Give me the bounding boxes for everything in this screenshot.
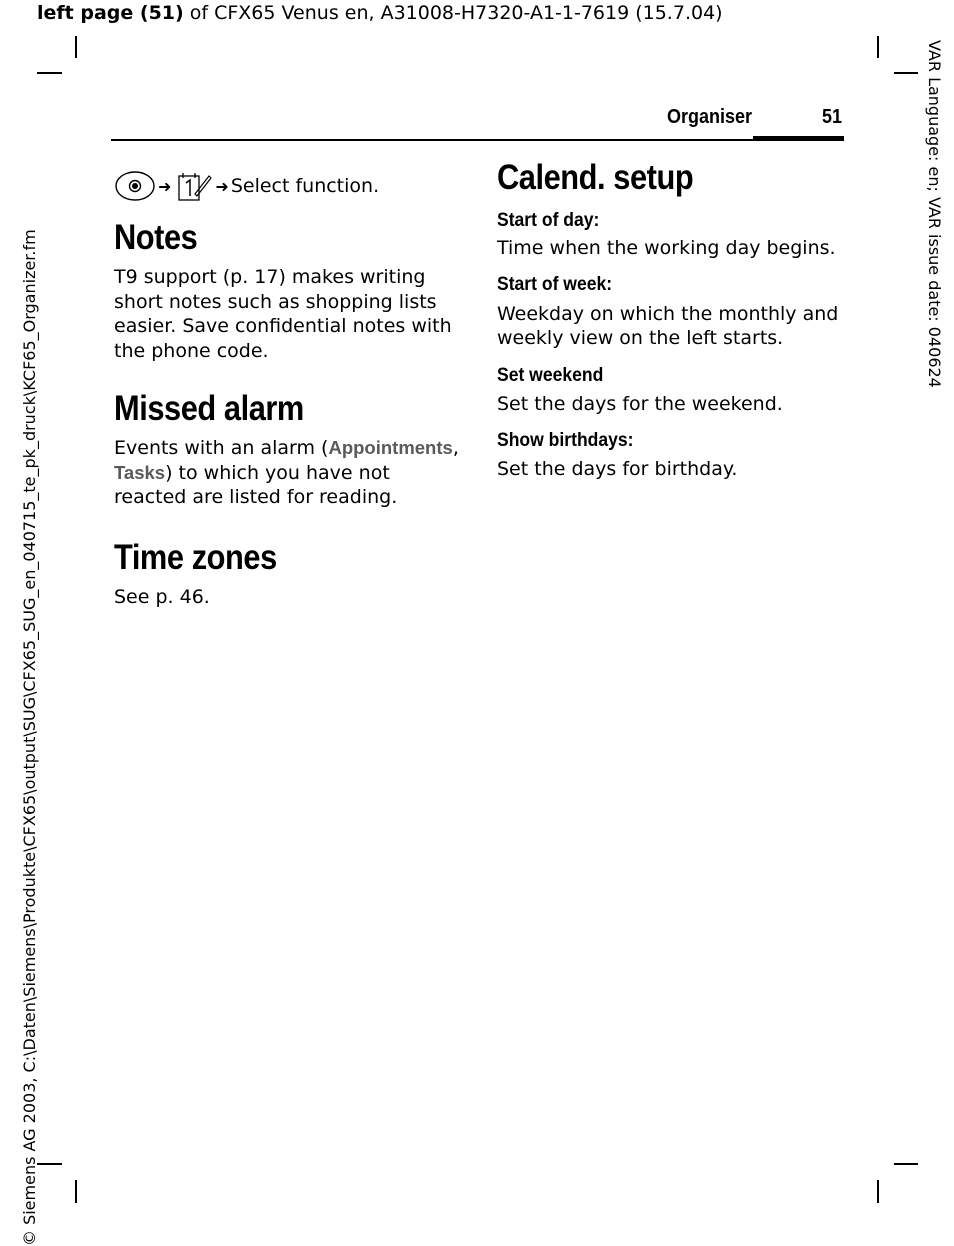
page-number: 51 — [822, 106, 843, 128]
setting-text-start-of-week: Weekday on which the monthly and weekly view on the left starts. — [497, 302, 839, 349]
organiser-icon — [173, 170, 213, 202]
menu-term-tasks: Tasks — [114, 461, 166, 483]
text-part: Events with an alarm ( — [114, 437, 329, 459]
print-header-doc: of CFX65 Venus en, A31008-H7320-A1-1-7619 (15.7.04) — [183, 2, 723, 24]
setting-label-show-birthdays: Show birthdays: — [497, 429, 634, 451]
right-column — [497, 158, 847, 482]
crop-mark-bottom-right-h — [894, 1163, 918, 1165]
crop-mark-top-right-v — [877, 36, 879, 58]
side-var-info: VAR Language: en; VAR issue date: 040624 — [925, 40, 944, 388]
setting-text-set-weekend: Set the days for the weekend. — [497, 392, 783, 415]
crop-mark-bottom-right-v — [877, 1180, 879, 1203]
section-title-missed-alarm: Missed alarm — [114, 389, 304, 428]
navigation-path — [114, 168, 464, 204]
text-part: , — [452, 437, 459, 459]
header-rule-thick — [753, 136, 844, 141]
setting-label-set-weekend: Set weekend — [497, 363, 604, 386]
text-part: ) to which you have not reacted are listed for reading. — [114, 461, 398, 508]
setting-text-show-birthdays: Set the days for birthday. — [497, 458, 738, 480]
nav-instruction: Select function. — [230, 175, 380, 197]
running-head-title: Organiser — [667, 106, 753, 128]
side-file-path: © Siemens AG 2003, C:\Daten\Siemens\Produkte\CFX65\output\SUG\CFX65_SUG_en_040715_te_pk_druck\KCF65_Organizer.fm — [20, 229, 39, 1246]
crop-mark-bottom-left-v — [75, 1180, 77, 1203]
section-body-notes: T9 support (p. 17) makes writing short notes such as shopping lists easier. Save confidential notes with the phone code. — [114, 266, 452, 362]
header-rule — [111, 139, 755, 141]
crop-mark-top-right-h — [894, 72, 918, 74]
section-title-notes: Notes — [114, 218, 198, 257]
section-body-time-zones: See p. 46. — [114, 585, 210, 608]
setting-text-start-of-day: Time when the working day begins. — [497, 237, 836, 259]
section-title-calend-setup: Calend. setup — [497, 158, 694, 197]
crop-mark-bottom-left-h — [37, 1163, 62, 1165]
section-title-time-zones: Time zones — [114, 537, 277, 577]
setting-label-start-of-day: Start of day: — [497, 209, 600, 231]
arrow-icon: ➜ — [215, 176, 229, 196]
left-column — [114, 168, 464, 609]
joystick-icon — [114, 170, 156, 202]
menu-term-appointments: Appointments — [328, 437, 453, 458]
print-header — [37, 2, 723, 24]
setting-label-start-of-week: Start of week: — [497, 272, 613, 295]
crop-mark-top-left-h — [37, 72, 62, 74]
crop-mark-top-left-v — [75, 36, 77, 58]
section-body-missed-alarm — [114, 436, 464, 510]
print-header-page: left page (51) — [37, 2, 184, 24]
arrow-icon: ➜ — [158, 176, 172, 196]
